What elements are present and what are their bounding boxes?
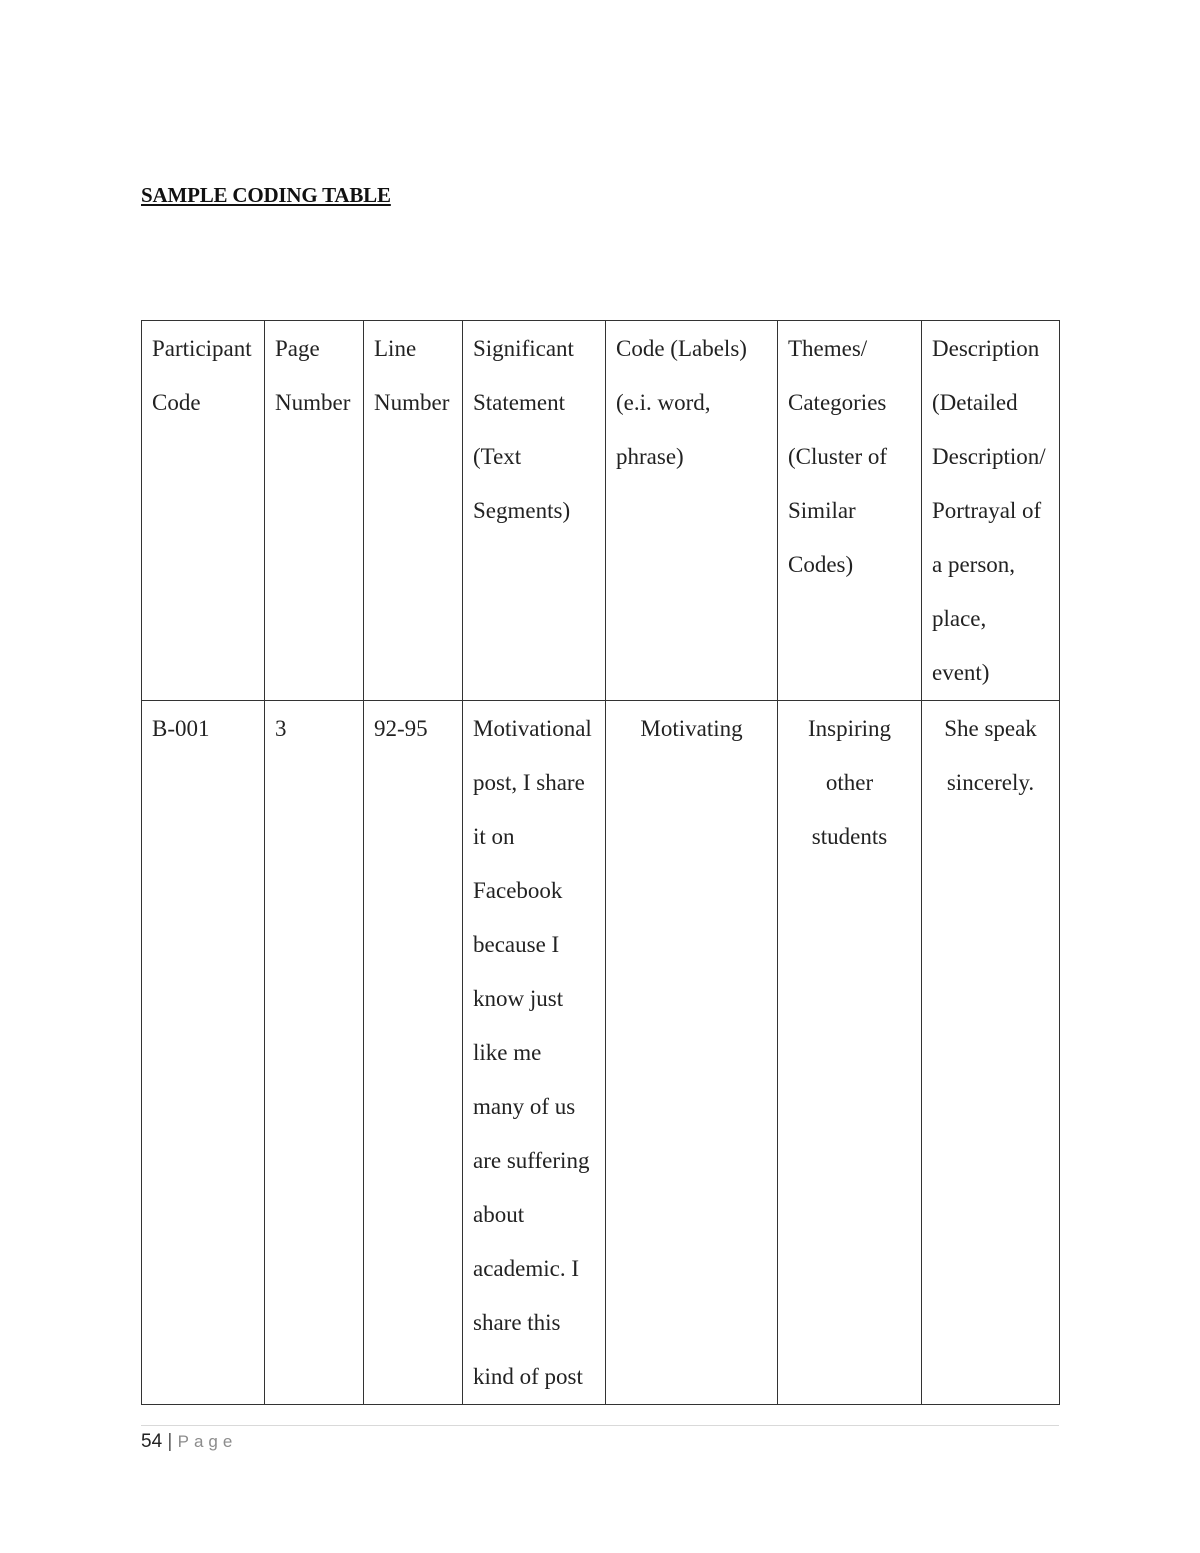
cell-text-line: 92-95 xyxy=(374,716,428,741)
cell-text-line: Motivating xyxy=(640,716,743,741)
header-text-line: event) xyxy=(932,660,990,685)
header-text-line: Description xyxy=(932,336,1040,361)
cell-text-line: because I xyxy=(473,932,560,957)
cell-text-line: about xyxy=(473,1202,525,1227)
header-text-line: Categories xyxy=(788,390,887,415)
header-text-line: Line xyxy=(374,336,417,361)
header-text-line: Page xyxy=(275,336,320,361)
cell-theme xyxy=(778,701,922,1405)
cell-text-line: Facebook xyxy=(473,878,563,903)
cell-line-number xyxy=(364,701,463,1405)
cell-text-line: like me xyxy=(473,1040,542,1065)
cell-description xyxy=(922,701,1060,1405)
cell-text-line: Inspiring xyxy=(807,716,892,741)
cell-text-line: She speak xyxy=(944,716,1037,741)
cell-text-line: know just xyxy=(473,986,564,1011)
header-text-line: place, xyxy=(932,606,987,631)
header-text-line: Code (Labels) xyxy=(616,336,747,361)
header-text-line: Segments) xyxy=(473,498,571,523)
header-themes-categories xyxy=(778,321,922,701)
footer-divider xyxy=(141,1425,1059,1426)
coding-table xyxy=(141,320,1060,1405)
header-text-line: Themes/ xyxy=(788,336,868,361)
header-text-line: Portrayal of xyxy=(932,498,1042,523)
cell-text-line: B-001 xyxy=(152,716,210,741)
table-row xyxy=(142,701,1060,1405)
header-significant-statement xyxy=(463,321,606,701)
header-line-number xyxy=(364,321,463,701)
cell-text-line: post, I share xyxy=(473,770,585,795)
cell-text-line: 3 xyxy=(275,716,287,741)
page-number: 54 xyxy=(141,1431,163,1452)
header-description xyxy=(922,321,1060,701)
header-text-line: Description/ xyxy=(932,444,1046,469)
header-text-line: (Cluster of xyxy=(788,444,888,469)
cell-text-line: are suffering xyxy=(473,1148,590,1173)
header-text-line: Code xyxy=(152,390,201,415)
page-footer xyxy=(141,1431,237,1453)
header-text-line: Number xyxy=(374,390,450,415)
cell-text-line: share this xyxy=(473,1310,561,1335)
cell-code-label xyxy=(606,701,778,1405)
page-label: Page xyxy=(177,1432,238,1451)
header-text-line: (Detailed xyxy=(932,390,1018,415)
header-participant-code xyxy=(142,321,265,701)
header-text-line: (e.i. word, xyxy=(616,390,711,415)
cell-text-line: other xyxy=(825,770,874,795)
cell-text-line: academic. I xyxy=(473,1256,579,1281)
cell-text-line: many of us xyxy=(473,1094,576,1119)
cell-text-line: sincerely. xyxy=(946,770,1035,795)
header-text-line: Significant xyxy=(473,336,574,361)
header-text-line: phrase) xyxy=(616,444,684,469)
header-text-line: a person, xyxy=(932,552,1016,577)
header-page-number xyxy=(265,321,364,701)
header-text-line: Statement xyxy=(473,390,565,415)
cell-page-number xyxy=(265,701,364,1405)
header-code-labels xyxy=(606,321,778,701)
footer-separator: | xyxy=(167,1431,173,1452)
header-text-line: Participant xyxy=(152,336,252,361)
cell-participant-code xyxy=(142,701,265,1405)
cell-significant-statement xyxy=(463,701,606,1405)
page-title: SAMPLE CODING TABLE xyxy=(141,183,391,207)
cell-text-line: students xyxy=(811,824,888,849)
header-text-line: Codes) xyxy=(788,552,854,577)
cell-text-line: it on xyxy=(473,824,515,849)
header-text-line: Similar xyxy=(788,498,856,523)
cell-text-line: Motivational xyxy=(473,716,592,741)
table-header-row xyxy=(142,321,1060,701)
header-text-line: (Text xyxy=(473,444,522,469)
cell-text-line: kind of post xyxy=(473,1364,583,1389)
header-text-line: Number xyxy=(275,390,351,415)
